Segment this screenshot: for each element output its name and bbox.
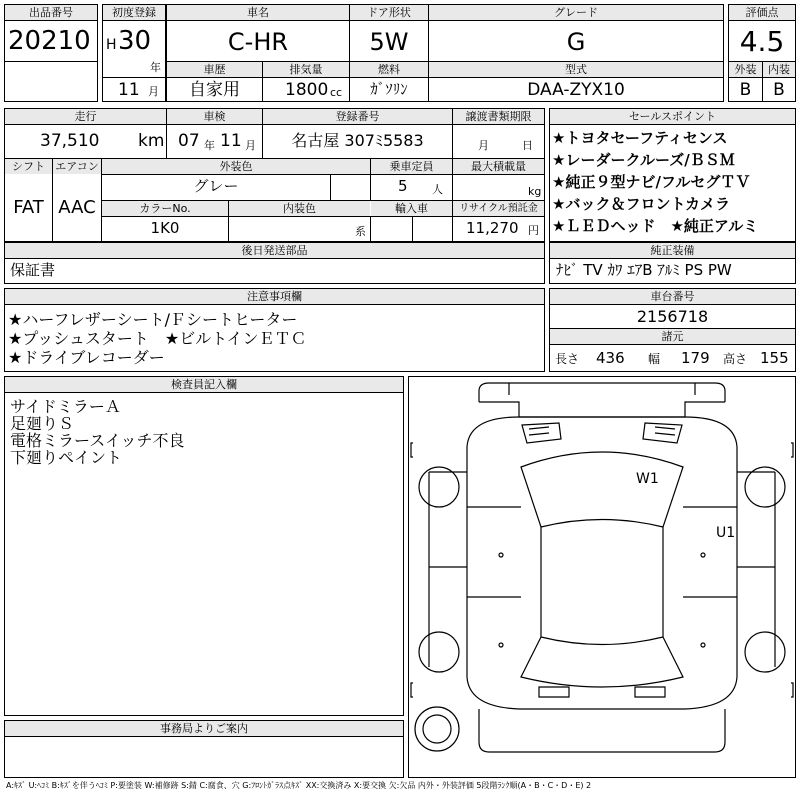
fuel: ｶﾞｿﾘﾝ — [370, 80, 408, 98]
selling-point-2: ★レーダークルーズ/ＢＳＭ — [552, 151, 735, 169]
mileage-label: 走行 — [5, 109, 166, 124]
later-parts-label: 後日発送部品 — [5, 243, 544, 258]
inspection-month: 11 — [220, 131, 242, 151]
lot-number-label: 出品番号 — [5, 5, 97, 20]
caution-item-1: ★ハーフレザーシート/Ｆシートヒーター — [8, 310, 298, 329]
load-unit: kg — [528, 185, 542, 198]
inspector-label: 検査員記入欄 — [5, 377, 403, 392]
era: H — [106, 37, 117, 53]
selling-point-3: ★純正９型ナビ/フルセグＴＶ — [552, 173, 751, 191]
score-label: 評価点 — [729, 5, 795, 20]
inspection-label: 車検 — [167, 109, 262, 124]
reg-month-unit: 月 — [148, 85, 159, 98]
door-label: ドア形状 — [350, 5, 428, 20]
mileage: 37,510 — [40, 131, 100, 151]
damage-mark-w1: W1 — [636, 471, 659, 487]
shift-label: シフト — [5, 159, 52, 174]
office-label: 事務局よりご案内 — [5, 721, 403, 736]
inspection-year: 07 — [178, 131, 200, 151]
inspection-year-unit: 年 — [204, 139, 215, 152]
reg-year-unit: 年 — [150, 61, 161, 74]
recycle-label: リサイクル預託金 — [453, 201, 544, 216]
color-number: 1K0 — [150, 219, 180, 237]
fuel-label: 燃料 — [350, 62, 428, 77]
recycle-fee-unit: 円 — [528, 224, 539, 237]
transfer-month-unit: 月 — [478, 139, 489, 152]
dimensions-label: 諸元 — [550, 329, 795, 344]
lot-number: 20210 — [8, 26, 91, 56]
model-label: 型式 — [429, 62, 723, 77]
selling-point-4: ★バック＆フロントカメラ — [552, 195, 730, 213]
inspector-note-3: 電格ミラースイッチ不良 — [10, 431, 185, 450]
legend-text: A:ｷｽﾞ U:ﾍｺﾐ B:ｷｽﾞを伴うﾍｺﾐ P:要塗装 W:補修跡 S:錆 C:腐食、穴 G:ﾌﾛﾝﾄｶﾞﾗｽ点ｷｽﾞ XX:交換済み X:要交換 欠:欠品 内外・外装評価 5段階ﾗﾝｸ順(A・B・C・D・E) 2 — [6, 781, 592, 790]
length-label: 長さ — [555, 352, 580, 366]
exterior-grade: B — [739, 80, 752, 100]
chassis-label: 車台番号 — [550, 289, 795, 304]
recycle-fee: 11,270 — [466, 219, 519, 237]
later-parts-value: 保証書 — [10, 261, 56, 279]
caution-item-3: ★ドライブレコーダー — [8, 348, 165, 367]
height-label: 高さ — [723, 352, 748, 366]
selling-points-label: セールスポイント — [550, 109, 795, 124]
grade: G — [566, 28, 586, 56]
color-label: 外装色 — [102, 159, 370, 174]
ac-label: エアコン — [53, 159, 101, 174]
score: 4.5 — [739, 25, 785, 58]
caution-label: 注意事項欄 — [5, 289, 544, 304]
equipment-label: 純正装備 — [550, 243, 795, 258]
displacement: 1800 — [285, 80, 329, 100]
door-type: 5W — [369, 28, 409, 56]
capacity-label: 乗車定員 — [371, 159, 452, 174]
caution-item-2: ★プッシュスタート ★ビルトインＥＴＣ — [8, 329, 307, 348]
load-label: 最大積載量 — [453, 159, 544, 174]
inspector-note-2: 足廻りＳ — [10, 414, 75, 433]
displacement-label: 排気量 — [263, 62, 349, 77]
chassis-number: 2156718 — [636, 307, 709, 326]
transfer-label: 譲渡書類期限 — [453, 109, 544, 124]
shift-type: FAT — [13, 197, 44, 218]
color-number-label: カラーNo. — [102, 201, 228, 216]
inspector-note-1: サイドミラーＡ — [10, 397, 121, 416]
plate-label: 登録番号 — [263, 109, 452, 124]
first-registration-label: 初度登録 — [103, 5, 165, 20]
selling-point-5: ★ＬＥＤヘッド ★純正アルミ — [552, 217, 759, 235]
car-name-label: 車名 — [167, 5, 349, 20]
selling-point-1: ★トヨタセーフティセンス — [552, 129, 728, 147]
height-value: 155 — [760, 349, 789, 367]
interior-label: 内装 — [763, 62, 795, 77]
capacity: 5 — [398, 177, 408, 195]
car-name: C-HR — [227, 28, 289, 56]
reg-year: 30 — [118, 26, 152, 56]
damage-mark-u1: U1 — [716, 525, 736, 541]
ac-type: AAC — [58, 197, 96, 218]
grade-label: グレード — [429, 5, 723, 20]
car-history: 自家用 — [189, 80, 240, 100]
interior-color-unit: 系 — [355, 225, 366, 238]
import-label: 輸入車 — [371, 201, 452, 216]
inspection-month-unit: 月 — [245, 139, 256, 152]
transfer-day-unit: 日 — [522, 139, 533, 152]
length-value: 436 — [596, 349, 625, 367]
model-code: DAA-ZYX10 — [527, 80, 625, 100]
equipment-value: ﾅﾋﾞ TV ｶﾜ ｴｱB ｱﾙﾐ PS PW — [556, 261, 732, 279]
width-label: 幅 — [648, 352, 661, 366]
interior-grade: B — [773, 80, 785, 100]
vehicle-details-cell — [4, 108, 545, 242]
capacity-unit: 人 — [432, 183, 443, 196]
exterior-label: 外装 — [729, 62, 762, 77]
interior-color-label: 内装色 — [229, 201, 370, 216]
inspector-note-4: 下廻りペイント — [10, 448, 123, 467]
plate-number: 名古屋 307ﾐ5583 — [291, 131, 424, 150]
width-value: 179 — [681, 349, 710, 367]
reg-month: 11 — [118, 80, 140, 100]
history-label: 車歴 — [167, 62, 262, 77]
car-body-diagram — [409, 377, 795, 777]
exterior-color: グレー — [193, 177, 239, 195]
displacement-unit: cc — [330, 86, 343, 99]
mileage-unit: km — [138, 131, 165, 151]
